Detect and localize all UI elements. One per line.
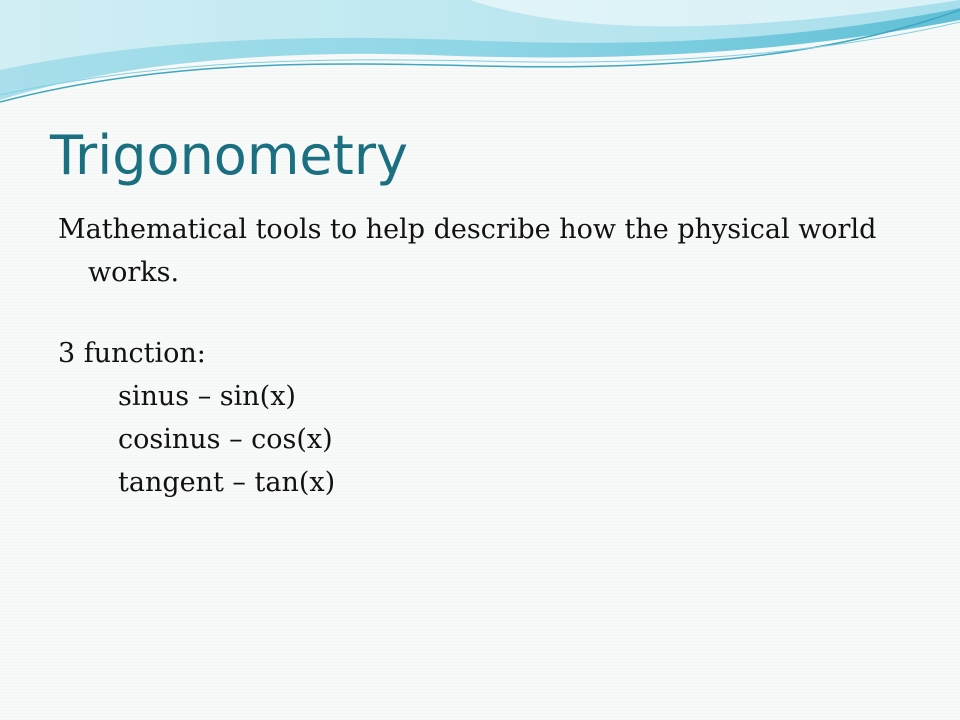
intro-paragraph: Mathematical tools to help describe how the physical world works. <box>58 214 877 288</box>
slide-title: Trigonometry <box>50 124 408 187</box>
function-item-cos: cosinus – cos(x) <box>118 424 333 455</box>
functions-paragraph <box>58 332 908 504</box>
functions-heading: 3 function: <box>58 338 206 369</box>
slide-body <box>58 208 908 504</box>
function-item-tan: tangent – tan(x) <box>118 467 336 498</box>
function-item-sin: sinus – sin(x) <box>118 381 296 412</box>
header-wave-decoration <box>0 0 960 110</box>
